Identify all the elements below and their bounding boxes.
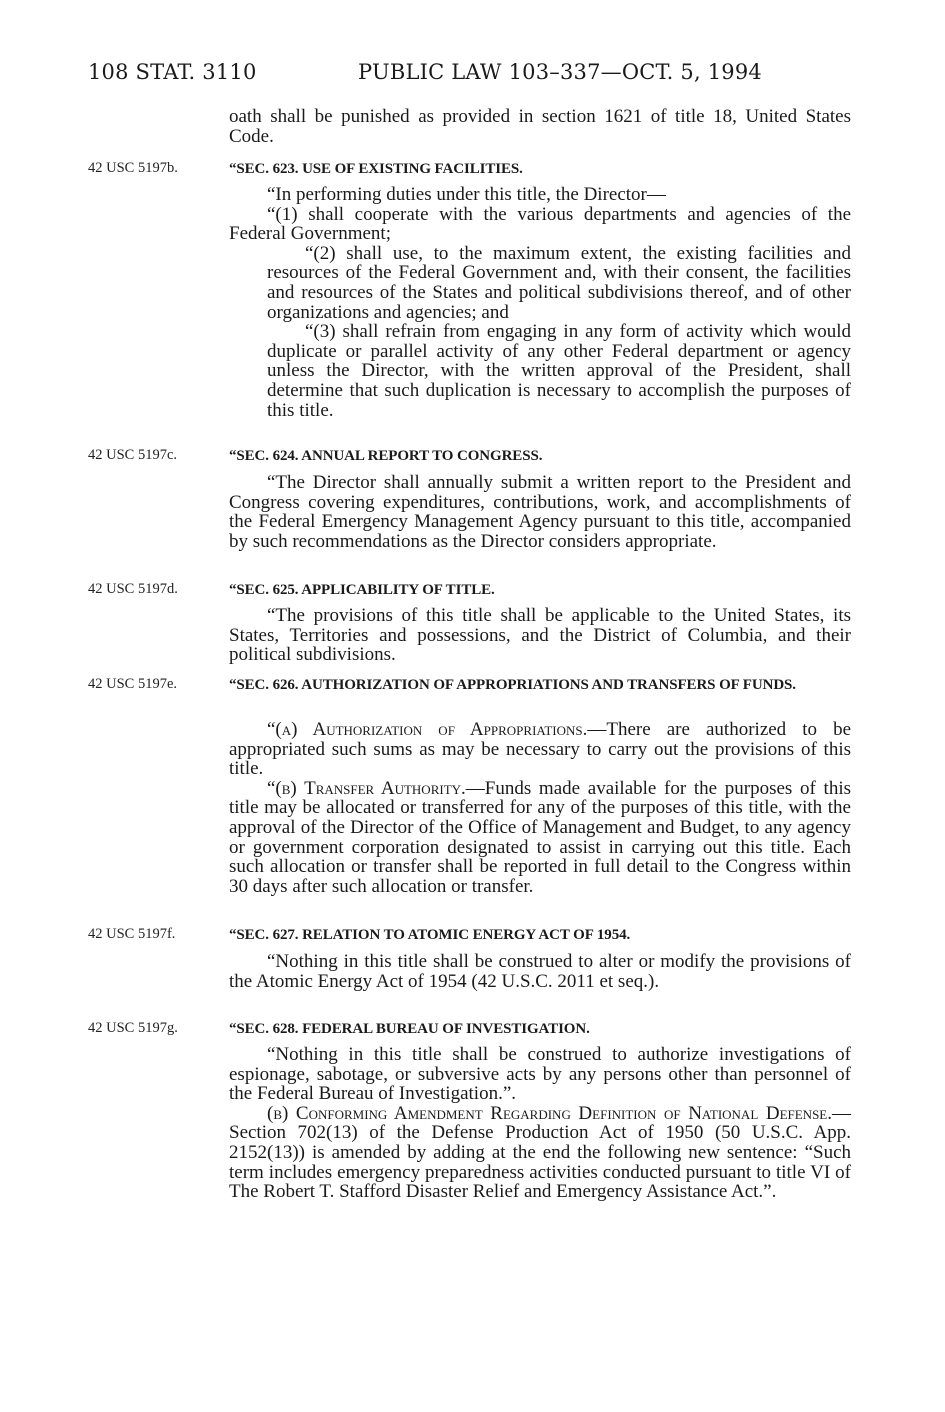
- section-626-subsection-a: “(a) Authorization of Appropriations.—There are authorized to be appropriated such sums as may be necessary to carry out the provisions of this title.: [229, 719, 852, 780]
- margin-note-5197g: 42 USC 5197g.: [88, 1020, 178, 1036]
- section-626-heading: “SEC. 626. AUTHORIZATION OF APPROPRIATIONS AND TRANSFERS OF FUNDS.: [229, 677, 796, 693]
- subsection-b-label: “(b) Transfer Authority.: [267, 777, 466, 799]
- margin-note-5197d: 42 USC 5197d.: [88, 581, 178, 597]
- section-624-heading: “SEC. 624. ANNUAL REPORT TO CONGRESS.: [229, 448, 543, 464]
- conforming-amendment-label: (b) Conforming Amendment Regarding Definition of National Defense.: [267, 1102, 832, 1124]
- public-law-citation: PUBLIC LAW 103–337—OCT. 5, 1994: [358, 60, 762, 84]
- section-626-subsection-b: “(b) Transfer Authority.—Funds made available for the purposes of this title may be allocated or transferred for any of the purposes of this title, with the approval of the Director of the Office of Management and Budget, to any agency or government corporation designated to assist in carrying out this title. Each such allocation or transfer shall be reported in full detail to the Congress within 30 days after such allocation or transfer.: [229, 777, 851, 897]
- margin-note-5197f: 42 USC 5197f.: [88, 926, 176, 942]
- margin-note-5197b: 42 USC 5197b.: [88, 160, 178, 176]
- section-623-body: [229, 185, 851, 420]
- section-623-item-1: “(1) shall cooperate with the various departments and agencies of the Federal Government;: [229, 203, 851, 245]
- conforming-amendment: (b) Conforming Amendment Regarding Definition of National Defense.—Section 702(13) of the Defense Production Act of 1950 (50 U.S.C. App. 2152(13)) is amended by adding at the end the following new sentence: “Such term includes emergency preparedness activities conducted pursuant to title VI of The Robert T. Stafford Disaster Relief and Emergency Assistance Act.”.: [229, 1102, 851, 1203]
- section-625-heading: “SEC. 625. APPLICABILITY OF TITLE.: [229, 582, 495, 598]
- section-628-heading: “SEC. 628. FEDERAL BUREAU OF INVESTIGATION.: [229, 1021, 590, 1037]
- section-628-body: “Nothing in this title shall be construed to authorize investigations of espionage, sabotage, or subversive acts by any persons other than personnel of the Federal Bureau of Investigation.”. (b) Conforming Amendment Regarding Definition of National Defense.—Section 702(13) of the Defense Production Act of 1950 (50 U.S.C. App. 2152(13)) is amended by adding at the end the following new sentence: “Such term includes emergency preparedness activities conducted pursuant to title VI of The Robert T. Stafford Disaster Relief and Emergency Assistance Act.”.: [229, 1044, 851, 1203]
- section-623-item-3: “(3) shall refrain from engaging in any form of activity which would duplicate or parallel activity of any other Federal department or agency unless the Director, with the written approval of the President, shall determine that such duplication is necessary to accomplish the purposes of this title.: [267, 321, 851, 421]
- margin-note-5197e: 42 USC 5197e.: [88, 676, 178, 692]
- section-623-item-2: “(2) shall use, to the maximum extent, the existing facilities and resources of the Federal Government and, with their consent, the facilities and resources of the States and political subdivisions thereof, and of other organizations and agencies; and: [267, 242, 851, 323]
- section-627-body: “Nothing in this title shall be construed to alter or modify the provisions of the Atomic Energy Act of 1954 (42 U.S.C. 2011 et seq.).: [229, 951, 851, 992]
- section-624-body: “The Director shall annually submit a written report to the President and Congress covering expenditures, contributions, work, and accomplishments of the Federal Emergency Management Agency pursuant to this title, accompanied by such recommendations as the Director considers appropriate.: [229, 472, 851, 552]
- statute-page-number: 108 STAT. 3110: [88, 60, 257, 84]
- section-623-heading: “SEC. 623. USE OF EXISTING FACILITIES.: [229, 161, 523, 177]
- section-625-body: “The provisions of this title shall be applicable to the United States, its States, Territories and possessions, and the District of Columbia, and their political subdivisions.: [229, 605, 851, 666]
- section-626-body: [229, 720, 851, 896]
- margin-note-5197c: 42 USC 5197c.: [88, 447, 178, 463]
- section-627-heading: “SEC. 627. RELATION TO ATOMIC ENERGY ACT OF 1954.: [229, 927, 631, 943]
- section-623-intro: “In performing duties under this title, the Director—: [267, 184, 666, 205]
- subsection-a-label: “(a) Authorization of Appropriations.: [267, 719, 588, 740]
- continuation-paragraph: oath shall be punished as provided in section 1621 of title 18, United States Code.: [229, 106, 851, 147]
